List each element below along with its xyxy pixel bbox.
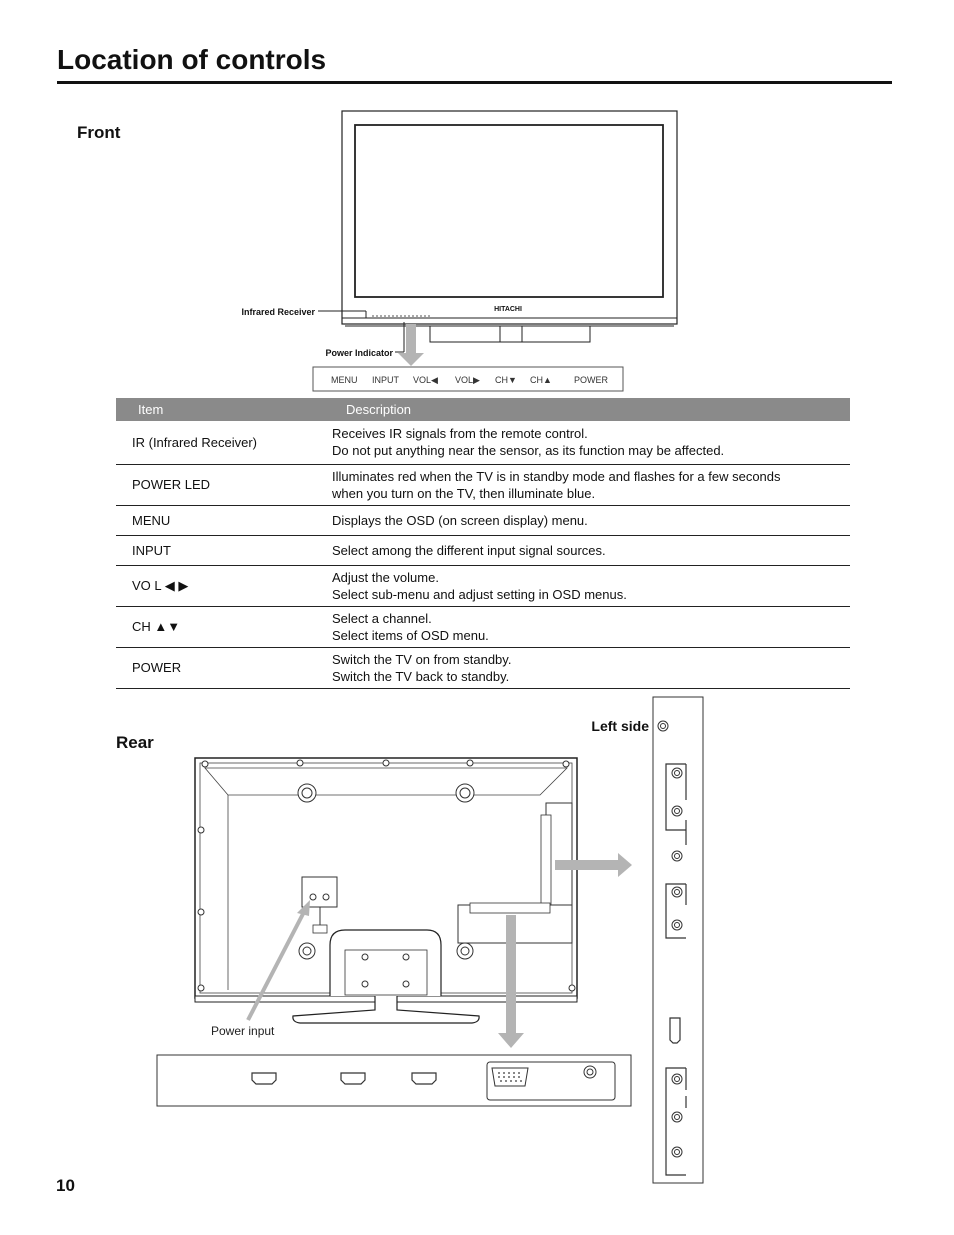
description-cell xyxy=(332,535,850,565)
control-power: POWER xyxy=(574,375,609,385)
side-hdmi-port xyxy=(670,1018,680,1043)
description-cell xyxy=(332,565,850,606)
table-row xyxy=(116,606,850,647)
item-cell: POWER LED xyxy=(116,464,332,505)
front-section-label: Front xyxy=(77,123,121,142)
description-line: Switch the TV back to standby. xyxy=(332,668,510,684)
brand-logo: HITACHI xyxy=(494,306,522,313)
power-indicator-callout: Power Indicator xyxy=(325,348,393,358)
description-cell xyxy=(332,606,850,647)
table-row xyxy=(116,505,850,535)
controls-table xyxy=(116,398,850,689)
page-title: Location of controls xyxy=(57,44,327,75)
column-header-item: Item xyxy=(116,398,332,421)
item-cell: MENU xyxy=(116,505,332,535)
table-row xyxy=(116,535,850,565)
description-line: Illuminates red when the TV is in standby mode and flashes for a few seconds xyxy=(332,468,781,484)
tv-stand-neck xyxy=(500,326,522,342)
description-line: Displays the OSD (on screen display) menu. xyxy=(332,512,588,528)
description-line: Receives IR signals from the remote control. xyxy=(332,426,588,442)
item-cell: POWER xyxy=(116,647,332,688)
item-cell: VO L ◀ ▶ xyxy=(116,565,332,606)
description-line: Select a channel. xyxy=(332,610,432,626)
right-arrow-head xyxy=(618,853,632,877)
page-number: 10 xyxy=(56,1176,75,1195)
control-menu: MENU xyxy=(331,375,358,385)
table-row xyxy=(116,421,850,464)
column-header-description: Description xyxy=(332,398,850,421)
description-line: Switch the TV on from standby. xyxy=(332,651,512,667)
rear-section-label: Rear xyxy=(116,733,154,752)
table-row xyxy=(116,464,850,505)
vga-port xyxy=(492,1068,528,1086)
control-vol-left: VOL◀ xyxy=(413,375,438,385)
item-cell: INPUT xyxy=(116,535,332,565)
description-line: Select sub-menu and adjust setting in OSD menus. xyxy=(332,586,627,602)
control-vol-right: VOL▶ xyxy=(455,375,480,385)
infrared-receiver-callout: Infrared Receiver xyxy=(241,307,315,317)
rear-tv-diagram xyxy=(0,690,954,1190)
audio-jack xyxy=(584,1066,596,1078)
power-socket-panel xyxy=(302,877,337,907)
right-arrow-shaft xyxy=(555,860,620,870)
rear-down-arrow-shaft xyxy=(506,915,516,1035)
description-cell xyxy=(332,421,850,464)
description-line: Do not put anything near the sensor, as its function may be affected. xyxy=(332,443,725,459)
description-line: when you turn on the TV, then illuminate blue. xyxy=(332,485,596,501)
table-row xyxy=(116,647,850,688)
control-input: INPUT xyxy=(372,375,399,385)
power-input-label: Power input xyxy=(211,1024,275,1038)
description-cell xyxy=(332,647,850,688)
item-cell: CH ▲▼ xyxy=(116,606,332,647)
down-arrow-shaft xyxy=(406,324,416,353)
front-tv-diagram xyxy=(0,0,954,400)
description-line: Select among the different input signal sources. xyxy=(332,542,606,558)
control-ch-up: CH▲ xyxy=(530,375,552,385)
description-cell xyxy=(332,505,850,535)
description-line: Adjust the volume. xyxy=(332,569,439,585)
left-side-label: Left side xyxy=(591,718,649,734)
down-arrow-head xyxy=(398,353,424,366)
control-ch-down: CH▼ xyxy=(495,375,517,385)
item-cell: IR (Infrared Receiver) xyxy=(116,421,332,464)
description-cell xyxy=(332,464,850,505)
tv-front-screen xyxy=(355,125,663,297)
table-row xyxy=(116,565,850,606)
description-line: Select items of OSD menu. xyxy=(332,627,489,643)
rear-down-arrow-head xyxy=(498,1033,524,1048)
